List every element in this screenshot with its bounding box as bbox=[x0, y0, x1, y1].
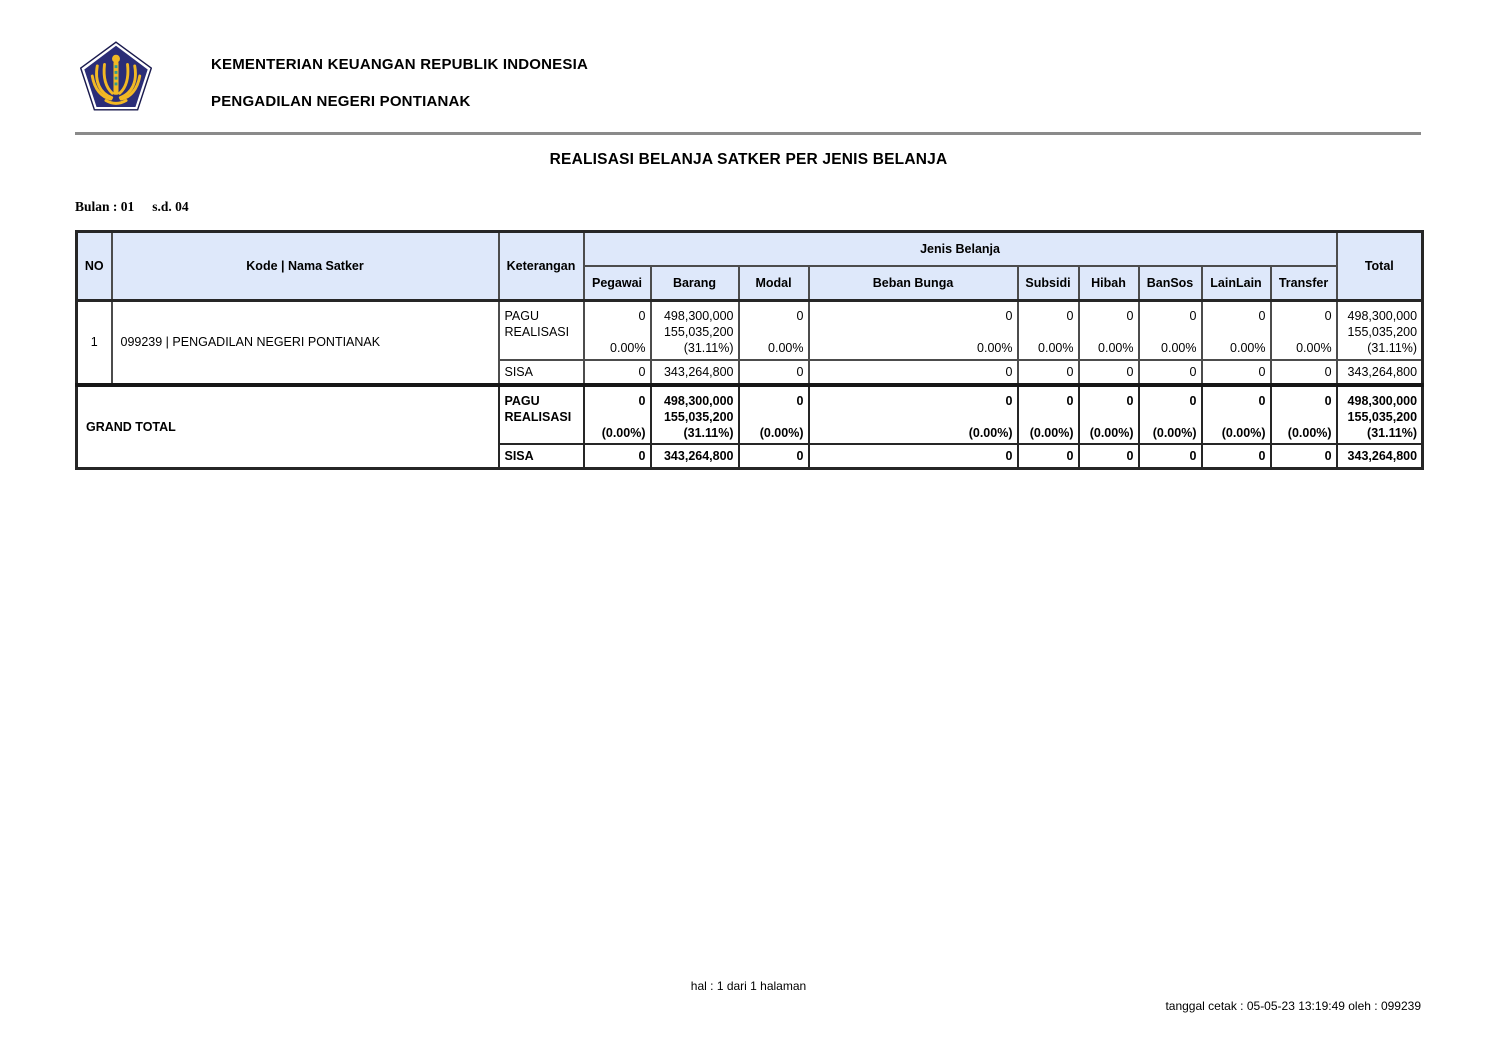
grand-total-pagu-realisasi bbox=[77, 385, 1423, 444]
col-header-jenis-belanja: Jenis Belanja bbox=[584, 232, 1337, 266]
value-cell: 0 0.00% bbox=[1139, 301, 1202, 360]
header-divider bbox=[75, 132, 1421, 135]
value-cell: 0 0.00% bbox=[1079, 301, 1139, 360]
total-cell: 498,300,000 155,035,200 (31.11%) bbox=[1337, 385, 1423, 444]
col-header-modal: Modal bbox=[739, 266, 809, 301]
value-cell: 0 (0.00%) bbox=[809, 385, 1018, 444]
col-header-subsidi: Subsidi bbox=[1018, 266, 1079, 301]
col-header-satker: Kode | Nama Satker bbox=[112, 232, 499, 301]
print-timestamp-footer: tanggal cetak : 05-05-23 13:19:49 oleh : 099239 bbox=[1165, 999, 1421, 1013]
col-header-barang: Barang bbox=[651, 266, 739, 301]
value-cell: 0 0.00% bbox=[1018, 301, 1079, 360]
value-cell: 0 bbox=[739, 360, 809, 385]
row1-no: 1 bbox=[77, 301, 112, 385]
value-cell: 0 bbox=[1271, 444, 1337, 469]
value-cell: 343,264,800 bbox=[651, 444, 739, 469]
value-cell: 343,264,800 bbox=[651, 360, 739, 385]
col-header-lainlain: LainLain bbox=[1202, 266, 1271, 301]
value-cell: 0 bbox=[1018, 360, 1079, 385]
value-cell: 0 bbox=[584, 444, 651, 469]
value-cell: 498,300,000 155,035,200 (31.11%) bbox=[651, 385, 739, 444]
value-cell: 0 0.00% bbox=[1271, 301, 1337, 360]
row1-pagu-realisasi bbox=[77, 301, 1423, 360]
keterangan-realisasi-label: REALISASI bbox=[504, 325, 570, 339]
total-cell: 343,264,800 bbox=[1337, 444, 1423, 469]
value-cell: 0 (0.00%) bbox=[1018, 385, 1079, 444]
grand-keterangan-pagu bbox=[499, 385, 584, 444]
value-cell: 0 0.00% bbox=[739, 301, 809, 360]
value-cell: 0 (0.00%) bbox=[739, 385, 809, 444]
period-label: Bulan : 01 bbox=[75, 199, 135, 214]
keterangan-realisasi-label: REALISASI bbox=[504, 409, 572, 424]
value-cell: 0 bbox=[1202, 360, 1271, 385]
row1-satker: 099239 | PENGADILAN NEGERI PONTIANAK bbox=[112, 301, 499, 385]
value-cell: 0 bbox=[809, 444, 1018, 469]
value-cell: 0 (0.00%) bbox=[1202, 385, 1271, 444]
row1-keterangan-sisa: SISA bbox=[499, 360, 584, 385]
page-number-footer: hal : 1 dari 1 halaman bbox=[690, 979, 807, 993]
value-cell: 0 bbox=[739, 444, 809, 469]
col-header-no: NO bbox=[77, 232, 112, 301]
value-cell: 0 (0.00%) bbox=[1271, 385, 1337, 444]
value-cell: 0 bbox=[1139, 360, 1202, 385]
value-cell: 0 bbox=[1079, 444, 1139, 469]
value-cell: 0 bbox=[1202, 444, 1271, 469]
keterangan-pagu-label: PAGU bbox=[504, 393, 540, 408]
report-title: REALISASI BELANJA SATKER PER JENIS BELANJA bbox=[549, 151, 948, 168]
office-name: PENGADILAN NEGERI PONTIANAK bbox=[211, 93, 471, 110]
col-header-keterangan: Keterangan bbox=[499, 232, 584, 301]
total-cell: 498,300,000 155,035,200 (31.11%) bbox=[1337, 301, 1423, 360]
value-cell: 0 (0.00%) bbox=[1139, 385, 1202, 444]
period-line bbox=[75, 199, 189, 215]
col-header-beban-bunga: Beban Bunga bbox=[809, 266, 1018, 301]
value-cell: 0 bbox=[1271, 360, 1337, 385]
value-cell: 0 bbox=[584, 360, 651, 385]
value-cell: 0 0.00% bbox=[584, 301, 651, 360]
col-header-hibah: Hibah bbox=[1079, 266, 1139, 301]
value-cell: 0 bbox=[809, 360, 1018, 385]
col-header-bansos: BanSos bbox=[1139, 266, 1202, 301]
grand-keterangan-sisa: SISA bbox=[499, 444, 584, 469]
kemenkeu-logo bbox=[80, 40, 152, 112]
col-header-total: Total bbox=[1337, 232, 1423, 301]
value-cell: 0 (0.00%) bbox=[584, 385, 651, 444]
col-header-pegawai: Pegawai bbox=[584, 266, 651, 301]
value-cell: 0 0.00% bbox=[809, 301, 1018, 360]
total-cell: 343,264,800 bbox=[1337, 360, 1423, 385]
value-cell: 0 bbox=[1018, 444, 1079, 469]
value-cell: 0 bbox=[1079, 360, 1139, 385]
period-range: s.d. 04 bbox=[152, 199, 189, 214]
grand-total-label: GRAND TOTAL bbox=[77, 385, 499, 469]
keterangan-pagu-label: PAGU bbox=[504, 309, 539, 323]
realisasi-belanja-table bbox=[75, 230, 1424, 470]
value-cell: 0 bbox=[1139, 444, 1202, 469]
ministry-name: KEMENTERIAN KEUANGAN REPUBLIK INDONESIA bbox=[211, 56, 588, 73]
row1-keterangan-pagu bbox=[499, 301, 584, 360]
value-cell: 498,300,000 155,035,200 (31.11%) bbox=[651, 301, 739, 360]
value-cell: 0 (0.00%) bbox=[1079, 385, 1139, 444]
col-header-transfer: Transfer bbox=[1271, 266, 1337, 301]
value-cell: 0 0.00% bbox=[1202, 301, 1271, 360]
